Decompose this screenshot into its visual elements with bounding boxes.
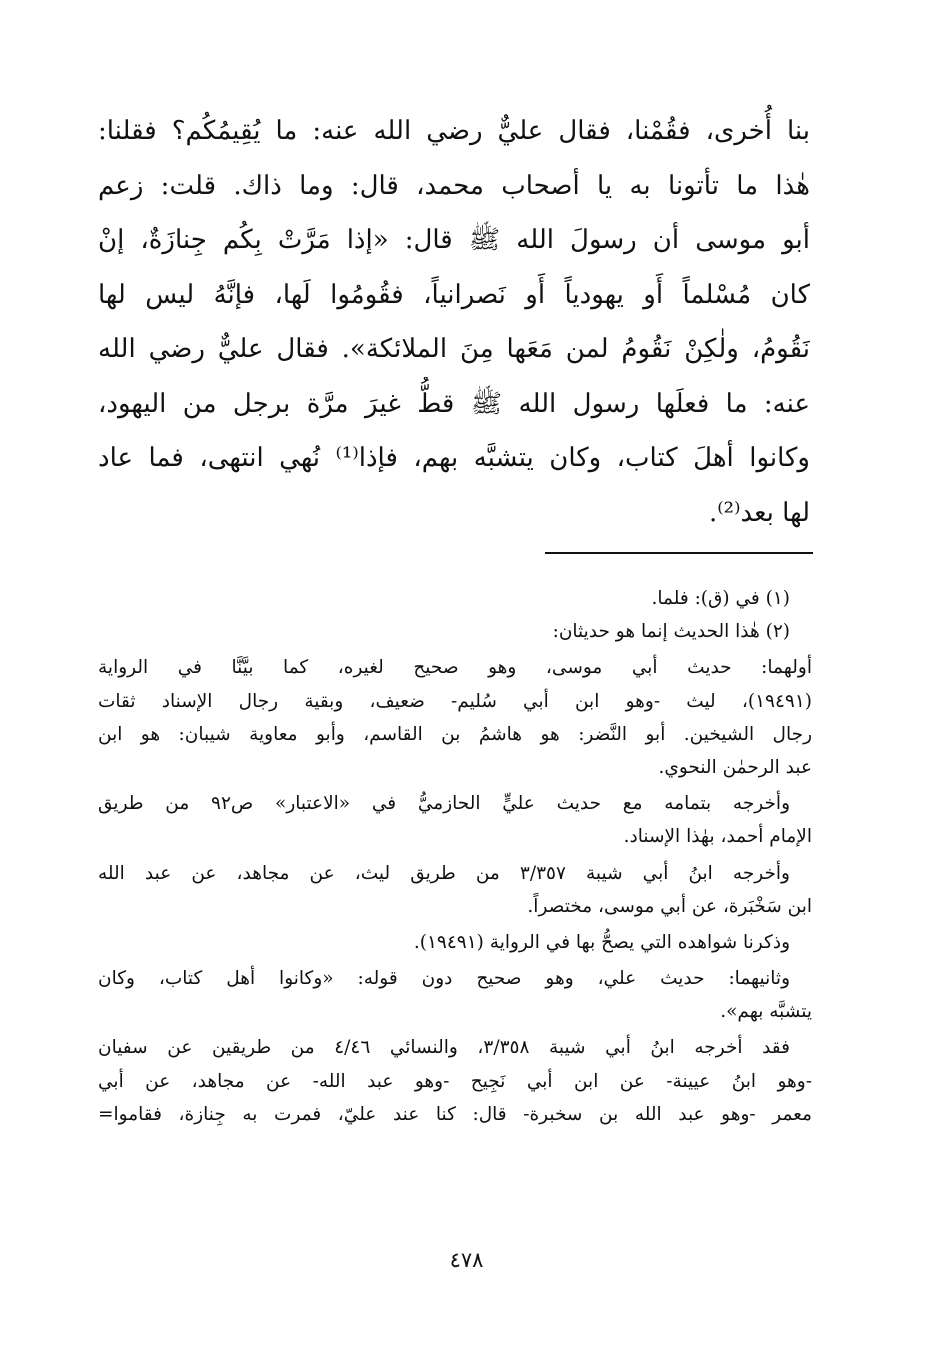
footnotes-block bbox=[98, 582, 812, 1131]
footnote-line: (١) في (ق): فلما. bbox=[651, 588, 790, 609]
page-number: ٤٧٨ bbox=[449, 1248, 484, 1272]
footnote-line: وأخرجه ابنُ أبي شيبة ٣/٣٥٧ من طريق ليث، عن مجاهد، عن عبد الله bbox=[98, 862, 790, 884]
main-text-block bbox=[98, 104, 810, 540]
main-text-line: أبو موسى أن رسولَ الله ﷺ قال: «إذا مَرَّتْ بِكُم جِنازَةٌ، إنْ bbox=[98, 225, 810, 255]
main-text-line: هٰذا ما تأتونا به يا أصحاب محمد، قال: وما ذاك. قلت: زعم bbox=[98, 170, 810, 201]
main-text-line: بنا أُخرى، فقُمْنا، فقال عليٌّ رضي الله عنه: ما يُقِيمُكُم؟ فقلنا: bbox=[98, 116, 810, 146]
footnote-line: (١٩٤٩١)، ليث -وهو ابن أبي سُليم- ضعيف، وبقية رجال الإسناد ثقات bbox=[98, 690, 812, 712]
footnote-line: يتشبَّه بهم». bbox=[720, 1001, 812, 1023]
footnote-line: فقد أخرجه ابنُ أبي شيبة ٣/٣٥٨، والنسائي ٤/٤٦ من طريقين عن سفيان bbox=[98, 1037, 791, 1059]
footnote-line: الإمام أحمد، بهٰذا الإسناد. bbox=[623, 826, 812, 848]
footnote-line: -وهو ابنُ عيينة- عن ابن أبي نَجِيح -وهو عبد الله- عن مجاهد، عن أبي bbox=[98, 1070, 812, 1092]
main-text-line: عنه: ما فعلَها رسول الله ﷺ قطُّ غيرَ مرَّة برجل من اليهود، bbox=[98, 388, 810, 419]
main-text-line: نَقُومُ، ولٰكِنْ نَقُومُ لمن مَعَها مِنَ الملائكة». فقال عليٌّ رضي الله bbox=[98, 334, 810, 364]
footnote-line: وذكرنا شواهده التي يصحُّ بها في الرواية (١٩٤٩١). bbox=[413, 931, 790, 953]
footnote-line: (٢) هٰذا الحديث إنما هو حديثان: bbox=[552, 621, 790, 643]
footnote-line: وثانيهما: حديث علي، وهو صحيح دون قوله: «وكانوا أهل كتاب، وكان bbox=[98, 968, 790, 990]
footnote-line: عبد الرحمٰن النحوي. bbox=[658, 756, 812, 778]
footnote-line: ابن سَخْبَرة، عن أبي موسى، مختصراً. bbox=[527, 895, 812, 917]
footnote-line: وأخرجه بتمامه مع حديث عليٍّ الحازميُّ في «الاعتبار» ص٩٢ من طريق bbox=[98, 793, 790, 815]
footnote-separator-rule bbox=[545, 552, 813, 554]
footnote-line: رجال الشيخين. أبو النَّضر: هو هاشمُ بن القاسم، وأبو معاوية شيبان: هو ابن bbox=[98, 723, 812, 745]
main-text-line: وكانوا أهلَ كتاب، وكان يتشبَّه بهم، فإذا⁽¹⁾ نُهي انتهى، فما عاد bbox=[98, 443, 810, 473]
footnote-line: معمر -وهو عبد الله بن سخبرة- قال: كنا عند عليّ، فمرت به جِنازة، فقاموا= bbox=[98, 1103, 812, 1125]
footnote-line: أولهما: حديث أبي موسى، وهو صحيح لغيره، كما بيَّنَّا في الرواية bbox=[98, 657, 812, 679]
main-text-line: لها بعد⁽²⁾. bbox=[709, 497, 810, 528]
main-text-line: كان مُسْلماً أَو يهودياً أَو نَصرانياً، فقُومُوا لَها، فإنَّهُ ليس لها bbox=[98, 279, 810, 310]
